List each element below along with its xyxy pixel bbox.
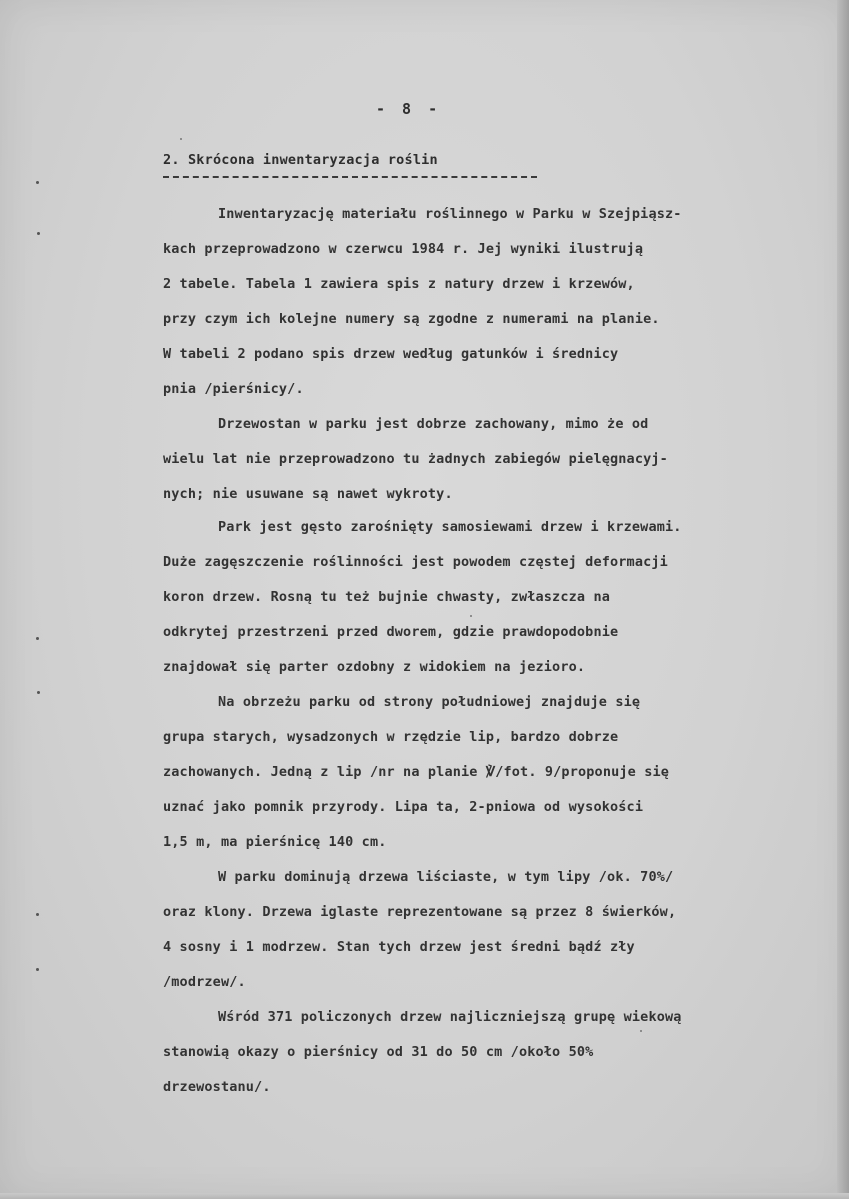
- text-line: 2 tabele. Tabela 1 zawiera spis z natury drzew i krzewów,: [163, 276, 635, 292]
- text-line: kach przeprowadzono w czerwcu 1984 r. Jej wyniki ilustrują: [163, 241, 644, 257]
- margin-mark: [37, 691, 40, 694]
- margin-mark: [36, 913, 39, 916]
- text-line: nych; nie usuwane są nawet wykroty.: [163, 486, 453, 502]
- margin-mark: [36, 968, 39, 971]
- text-line: drzewostanu/.: [163, 1079, 271, 1095]
- margin-mark: [36, 637, 39, 640]
- text-line: stanowią okazy o pierśnicy od 31 do 50 cm /około 50%: [163, 1044, 594, 1060]
- text-line: odkrytej przestrzeni przed dworem, gdzie prawdopodobnie: [163, 624, 619, 640]
- section-heading: 2. Skrócona inwentaryzacja roślin: [163, 152, 438, 168]
- text-line: 4 sosny i 1 modrzew. Stan tych drzew jest średni bądź zły: [163, 939, 635, 955]
- text-line: znajdował się parter ozdobny z widokiem na jezioro.: [163, 659, 586, 675]
- paper-speck: [470, 615, 472, 617]
- page-number: - 8 -: [376, 100, 442, 118]
- margin-mark: [37, 232, 40, 235]
- text-line: Duże zagęszczenie roślinności jest powodem częstej deformacji: [163, 554, 668, 570]
- text-line: wielu lat nie przeprowadzono tu żadnych zabiegów pielęgnacyj-: [163, 451, 668, 467]
- page-bottom-edge: [0, 1193, 849, 1199]
- text-line: koron drzew. Rosną tu też bujnie chwasty, zwłaszcza na: [163, 589, 610, 605]
- text-line: Inwentaryzację materiału roślinnego w Parku w Szejpiąsz-: [218, 206, 682, 222]
- text-line: zachowanych. Jedną z lip /nr na planie ℣/fot. 9/proponuje się: [163, 764, 670, 780]
- text-line: Drzewostan w parku jest dobrze zachowany, mimo że od: [218, 416, 649, 432]
- text-line: Park jest gęsto zarośnięty samosiewami drzew i krzewami.: [218, 519, 682, 535]
- text-line: Wśród 371 policzonych drzew najliczniejszą grupę wiekową: [218, 1009, 682, 1025]
- text-line: W parku dominują drzewa liściaste, w tym lipy /ok. 70%/: [218, 869, 674, 885]
- text-line: grupa starych, wysadzonych w rzędzie lip, bardzo dobrze: [163, 729, 619, 745]
- text-line: 1,5 m, ma pierśnicę 140 cm.: [163, 834, 387, 850]
- paper-speck: [180, 138, 182, 140]
- text-line: pnia /pierśnicy/.: [163, 381, 304, 397]
- margin-mark: [36, 181, 39, 184]
- paper-speck: [640, 1030, 642, 1032]
- text-line: W tabeli 2 podano spis drzew według gatunków i średnicy: [163, 346, 619, 362]
- heading-underline: [163, 176, 537, 178]
- text-line: oraz klony. Drzewa iglaste reprezentowane są przez 8 świerków,: [163, 904, 677, 920]
- page-right-shadow: [837, 0, 849, 1199]
- text-line: /modrzew/.: [163, 974, 246, 990]
- text-line: uznać jako pomnik przyrody. Lipa ta, 2-pniowa od wysokości: [163, 799, 644, 815]
- text-line: Na obrzeżu parku od strony południowej znajduje się: [218, 694, 641, 710]
- text-line: przy czym ich kolejne numery są zgodne z numerami na planie.: [163, 311, 660, 327]
